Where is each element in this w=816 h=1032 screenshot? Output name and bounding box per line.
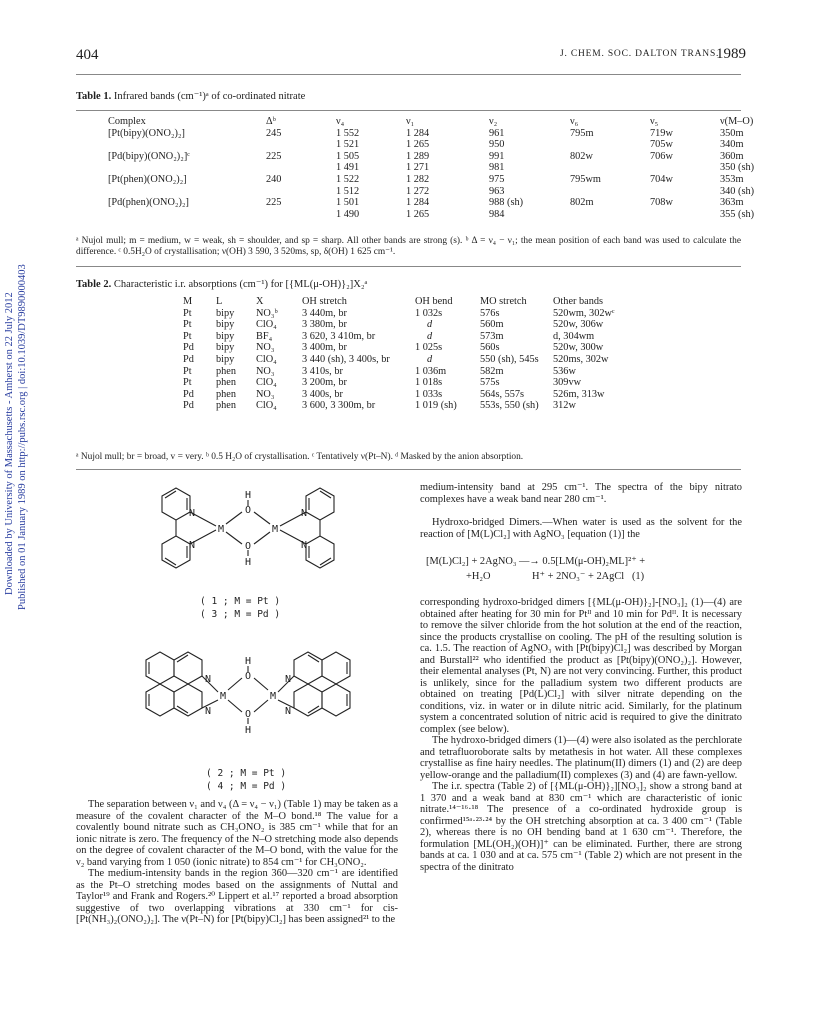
table2-cell: 520wm, 302wᶜ [553,307,615,319]
table2-cell: Pt [183,330,192,342]
table1-cell: 961 [489,127,505,139]
table1 [108,116,780,220]
table1-caption-text: Infrared bands (cm⁻¹)ᵃ of co-ordinated nitrate [113,91,306,102]
structure-phen-dimer [118,632,378,762]
table2-row [183,308,673,320]
table1-cell [266,139,336,151]
table2-cell: Pt [183,365,192,377]
table2-cell: bipy [216,319,235,331]
equation-1-line1: [M(L)Cl₂] + 2AgNO₃ —→ 0.5[LM(μ-OH)₂ML]²⁺ + [426,556,646,567]
table1-col-header: ν₆ [570,116,579,127]
table1-cell [108,209,266,221]
table1-cell: 795wm [570,173,601,185]
table1-cell: 225 [266,150,282,162]
atom-m: M [269,691,277,702]
table2-cell: 3 380m, br [302,319,347,331]
table1-cell: 704w [650,173,673,185]
table1-cell: [Pd(bipy)(ONO₂)₂]ᶜ [108,150,190,162]
structure-bipy-dimer [128,478,368,588]
table2-cell: 309vw [553,377,582,389]
table2-cell: NO₃ [256,365,275,377]
table1-cell: 350m [720,127,744,139]
right-paragraph-4: The i.r. spectra (Table 2) of [{ML(μ-OH)}₂][NO₃]₂ show a strong band at 1 370 and a weak band at 830 cm⁻¹ which are characteristic of ionic nitrate.¹⁴⁻¹⁶·¹⁸ The presence of a co-ordinated hydroxide group is confirmed¹⁵ᵃ·²³·²⁴ by the OH stretching absorption at ca. 3 400 cm⁻¹ (Table 2), whereas there is no OH bending band at 1 630 cm⁻¹. Therefore, the formulation [ML(OH₂)(OH)]⁺ can be eliminated. Further, there are strong bands at ca. 1 030 and at ca. 575 cm⁻¹ (Table 2) which are not present in the spectra of the dinitrato [420,781,742,873]
table2-cell: 1 032s [415,307,443,319]
table1-cell: 1 552 [336,127,360,139]
table2-col-header: MO stretch [480,296,527,307]
table1-row [108,209,780,221]
table1-cell [570,162,650,174]
table1-cell: 1 284 [406,127,430,139]
right-column-top [420,482,742,540]
table2-cell: 564s, 557s [480,388,525,400]
table2-col-header: M [183,296,193,307]
table2-cell: 520w, 306w [553,319,604,331]
table1-cell [570,139,650,151]
equation-1-line2: +H₂O H⁺ + 2NO₃⁻ + 2AgCl (1) [466,571,645,582]
table1-cell [108,186,266,198]
table2-cell: Pd [183,342,194,354]
table2-caption-text: Characteristic i.r. absorptions (cm⁻¹) for [{ML(μ-OH)}₂]X₂ᵃ [113,279,368,290]
table2-cell: 1 019 (sh) [415,400,457,412]
atom-o: O [244,505,252,516]
table2-cell: 550 (sh), 545s [480,353,539,365]
table1-cell: 1 491 [336,162,360,174]
table1-cell: 245 [266,127,282,139]
table1-cell: 240 [266,173,282,185]
left-column [76,799,398,926]
table2-cell: 1 018s [415,377,443,389]
table1-cell: 802w [570,150,593,162]
table1-cell: [Pt(bipy)(ONO₂)₂] [108,127,185,139]
right-paragraph-0: medium-intensity band at 295 cm⁻¹. The spectra of the bipy nitrato complexes have a weak band near 280 cm⁻¹. [420,482,742,505]
table1-col-header: ν(M–O) [720,116,754,127]
table2-cell: 553s, 550 (sh) [480,400,539,412]
table1-cell: 1 490 [336,208,360,220]
table1-cell: 353m [720,173,744,185]
table2-col-header: OH bend [415,296,453,307]
table1-caption [76,90,305,102]
table1-row [108,186,780,198]
table1-cell [266,162,336,174]
table2-cell: 560s [480,342,500,354]
structure-2-label: ( 2 ; M = Pt ) [206,768,287,779]
atom-n: N [300,540,308,551]
table1-cell: 705w [650,139,673,151]
table2-cell: 520ms, 302w [553,353,609,365]
table2-bottom-rule [76,469,741,470]
table1-row [108,139,780,151]
table1-cell: [Pd(phen)(ONO₂)₂] [108,197,189,209]
atom-n: N [188,508,196,519]
table2-cell: 3 620, 3 410m, br [302,330,376,342]
table1-cell: 1 282 [406,173,430,185]
table1-cell [266,186,336,198]
table1-row [108,128,780,140]
table1-cell: 340 (sh) [720,185,755,197]
table1-cell: 719w [650,127,673,139]
table1-cell: 1 501 [336,197,360,209]
right-column-main [420,597,742,873]
table1-header-row [108,116,780,128]
table2-cell: 3 200m, br [302,377,347,389]
table2-row [183,342,673,354]
table1-cell: 1 272 [406,185,430,197]
right-paragraph-1: Hydroxo-bridged Dimers.—When water is used as the solvent for the reaction of [M(L)Cl₂] with AgNO₃ [equation (1)] the [420,517,742,540]
atom-m: M [219,691,227,702]
table2-cell: bipy [216,330,235,342]
table2-row [183,366,673,378]
table2-cell: Pd [183,400,194,412]
table1-col-header: ν₅ [650,116,659,127]
table1-col-header: ν₁ [406,116,415,127]
table1-col-header: Complex [108,116,146,127]
table1-cell: 706w [650,150,673,162]
table1-cell: 1 289 [406,150,430,162]
table2-cell: bipy [216,342,235,354]
table1-row [108,162,780,174]
download-notice-line2[interactable]: Published on 01 January 1989 on http://pubs.rsc.org | doi:10.1039/DT9890000403 [17,264,28,610]
table2-col-header: X [256,296,264,307]
table1-label: Table 1. [76,91,112,102]
atom-m: M [217,524,225,535]
table2-col-header: Other bands [553,296,604,307]
table1-cell [108,139,266,151]
left-paragraph-2: The medium-intensity bands in the region 360—320 cm⁻¹ are identified as the Pt–O stretching modes based on the assignments of Nuttal and Taylor¹⁹ and Frank and Rogers.²⁰ Lippert et al.¹⁷ reported a broad absorption suggestive of two overlapping vibrations at 330 cm⁻¹ for cis-[Pt(NH₃)₂(ONO₂)₂]. The ν(Pt–N) for [Pt(bipy)Cl₂] has been assigned²¹ to the [76,868,398,925]
table1-row [108,174,780,186]
atom-m: M [271,524,279,535]
atom-h: H [244,725,252,736]
table1-cell [266,209,336,221]
table1-col-header: ν₄ [336,116,345,127]
table2-cell: d [427,330,433,342]
download-notice [2,80,30,620]
table1-cell [650,186,720,198]
table1-cell: 988 (sh) [489,197,524,209]
table1-row [108,197,780,209]
atom-o: O [244,541,252,552]
table2-cell: phen [216,377,237,389]
table2-cell: phen [216,365,237,377]
table2-row [183,377,673,389]
table1-cell: 1 512 [336,185,360,197]
table2-cell: Pt [183,377,192,389]
table1-bottom-rule [76,266,741,267]
table2-cell: 3 440m, br [302,307,347,319]
table2-cell: bipy [216,307,235,319]
table2-cell: ClO₄ [256,377,277,389]
table1-cell: 1 265 [406,139,430,151]
left-paragraph-1: The separation between ν₁ and ν₄ (Δ = ν₄ − ν₁) (Table 1) may be taken as a measure of the covalent character of the M–O bond.¹⁸ The value for a covalently bound nitrate such as CH₃ONO₂ is 385 cm⁻¹ while that for an ionic nitrate is zero. The frequency of the N–O stretching mode also depends on the degree of covalent character of the M–O bond, with the value for the ν₂ band varying from 1 050 (ionic nitrate) to 854 cm⁻¹ for CH₃ONO₂. [76,799,398,868]
table2-cell: 536w [553,365,576,377]
table2-cell: d [427,319,433,331]
table2 [183,296,673,412]
table1-cell: 363m [720,197,744,209]
table2-cell: Pd [183,388,194,400]
table2-col-header: OH stretch [302,296,347,307]
right-paragraph-2: corresponding hydroxo-bridged dimers [{ML(μ-OH)}₂]-[NO₃]₂ (1)—(4) are obtained after heating for 30 min for Ptᴵᴵ and 10 min for Pdᴵᴵ. It is necessary to remove the silver chloride from the hot solution at the end of the reaction, since the products crystallise on cooling. The pH of the resulting solution is ca. 1.5. The reaction of AgNO₃ with [Pt(bipy)Cl₂] was described by Morgan and Burstall²² who identified the product as [Pt(bipy)(ONO₂)₂]. However, their elemental analyses (Pt, N) are not very convincing. Further, this product is unlikely, since for the palladium system two different products are obtained on treating [Pd(L)Cl₂] with silver nitrate depending on the conditions, viz. in water or in dilute nitric acid. Similarly, for the platinum system a concentrated solution of nitric acid is required to give the dinitrato complex (see below). [420,597,742,735]
table1-cell: 950 [489,139,505,151]
table2-cell: NO₃ [256,388,275,400]
table1-cell [108,162,266,174]
table2-row [183,354,673,366]
table2-label: Table 2. [76,279,112,290]
journal-name: J. CHEM. SOC. DALTON TRANS. [560,49,720,59]
table1-cell [570,209,650,221]
table2-cell: 3 400m, br [302,342,347,354]
table1-cell: 984 [489,208,505,220]
table2-cell: NO₃ᵇ [256,307,278,319]
journal-year: 1989 [716,46,746,62]
right-paragraph-3: The hydroxo-bridged dimers (1)—(4) were also isolated as the perchlorate and tetrafluoroborate salts by metathesis in hot water. All these complexes crystallise as fine hairy needles. The platinum(II) dimers (1) and (2) are deep yellow-orange and the palladium(II) complexes (3) and (4) are fawn-yellow. [420,735,742,781]
table1-cell: 350 (sh) [720,162,755,174]
atom-n: N [204,674,212,685]
table1-cell [650,162,720,174]
table1-row [108,151,780,163]
table2-cell: 1 025s [415,342,443,354]
table2-footnote: ᵃ Nujol mull; br = broad, v = very. ᵇ 0.5 H₂O of crystallisation. ᶜ Tentatively ν(Pt–N). ᵈ Masked by the anion absorption. [76,452,524,462]
table2-cell: 312w [553,400,576,412]
table1-cell: 1 505 [336,150,360,162]
table2-cell: BF₄ [256,330,273,342]
atom-o: O [244,709,252,720]
table2-cell: d, 304wm [553,330,595,342]
table2-cell: ClO₄ [256,353,277,365]
table2-cell: 3 400s, br [302,388,343,400]
table2-cell: phen [216,400,237,412]
table2-cell: d [427,353,433,365]
table1-footnote: ᵃ Nujol mull; m = medium, w = weak, sh = shoulder, and sp = sharp. All other bands are strong (s). ᵇ Δ = ν₄ − ν₁; the mean position of each band was used to calculate the difference. ᶜ 0.5H₂O of crystallisation; ν(OH) 3 590, 3 520ms, sp, δ(OH) 1 625 cm⁻¹. [76,236,741,258]
table2-cell: bipy [216,353,235,365]
table2-col-header: L [216,296,223,307]
table1-cell: 1 265 [406,208,430,220]
table1-cell: 355 (sh) [720,208,755,220]
atom-h: H [244,557,252,568]
header-rule [76,74,741,75]
table2-cell: phen [216,388,237,400]
table1-cell: 225 [266,197,282,209]
table2-cell: 1 033s [415,388,443,400]
table2-cell: 576s [480,307,500,319]
table2-row [183,400,673,412]
table2-cell: ClO₄ [256,319,277,331]
atom-h: H [244,656,252,667]
atom-n: N [284,706,292,717]
table1-cell: 963 [489,185,505,197]
table2-cell: 526m, 313w [553,388,605,400]
table2-row [183,319,673,331]
structure-3-label: ( 3 ; M = Pd ) [200,609,281,620]
table2-cell: Pd [183,353,194,365]
table1-cell: 795m [570,127,594,139]
table1-cell: [Pt(phen)(ONO₂)₂] [108,173,187,185]
table1-cell [650,209,720,221]
atom-n: N [300,508,308,519]
table2-cell: 3 440 (sh), 3 400s, br [302,353,390,365]
table2-cell: 1 036m [415,365,447,377]
table1-col-header: ν₂ [489,116,498,127]
table1-cell: 1 284 [406,197,430,209]
table1-cell: 802m [570,197,594,209]
atom-n: N [188,540,196,551]
table2-cell: 582m [480,365,504,377]
table1-cell: 1 522 [336,173,360,185]
table1-cell: 1 521 [336,139,360,151]
table2-caption [76,278,367,290]
table1-top-rule [76,110,741,111]
atom-n: N [284,674,292,685]
table2-cell: 575s [480,377,500,389]
table1-cell: 340m [720,139,744,151]
table2-cell: 3 410s, br [302,365,343,377]
atom-o: O [244,671,252,682]
table1-cell: 981 [489,162,505,174]
table1-cell: 1 271 [406,162,430,174]
table2-cell: 560m [480,319,504,331]
page-number: 404 [76,47,99,63]
download-notice-line1[interactable]: Downloaded by University of Massachusetts - Amherst on 22 July 2012 [4,292,15,595]
table2-cell: 3 600, 3 300m, br [302,400,376,412]
table2-cell: Pt [183,319,192,331]
table1-cell: 708w [650,197,673,209]
table2-row [183,331,673,343]
structure-1-label: ( 1 ; M = Pt ) [200,596,281,607]
structure-4-label: ( 4 ; M = Pd ) [206,781,287,792]
table2-cell: 573m [480,330,504,342]
table2-row [183,389,673,401]
atom-h: H [244,490,252,501]
table2-cell: 520w, 300w [553,342,604,354]
table2-cell: ClO₄ [256,400,277,412]
table2-header-row [183,296,673,308]
table1-cell: 975 [489,173,505,185]
table2-cell: Pt [183,307,192,319]
atom-n: N [204,706,212,717]
table1-cell [570,186,650,198]
table1-cell: 360m [720,150,744,162]
table2-cell: NO₃ [256,342,275,354]
table1-col-header: Δᵇ [266,116,276,127]
table1-cell: 991 [489,150,505,162]
